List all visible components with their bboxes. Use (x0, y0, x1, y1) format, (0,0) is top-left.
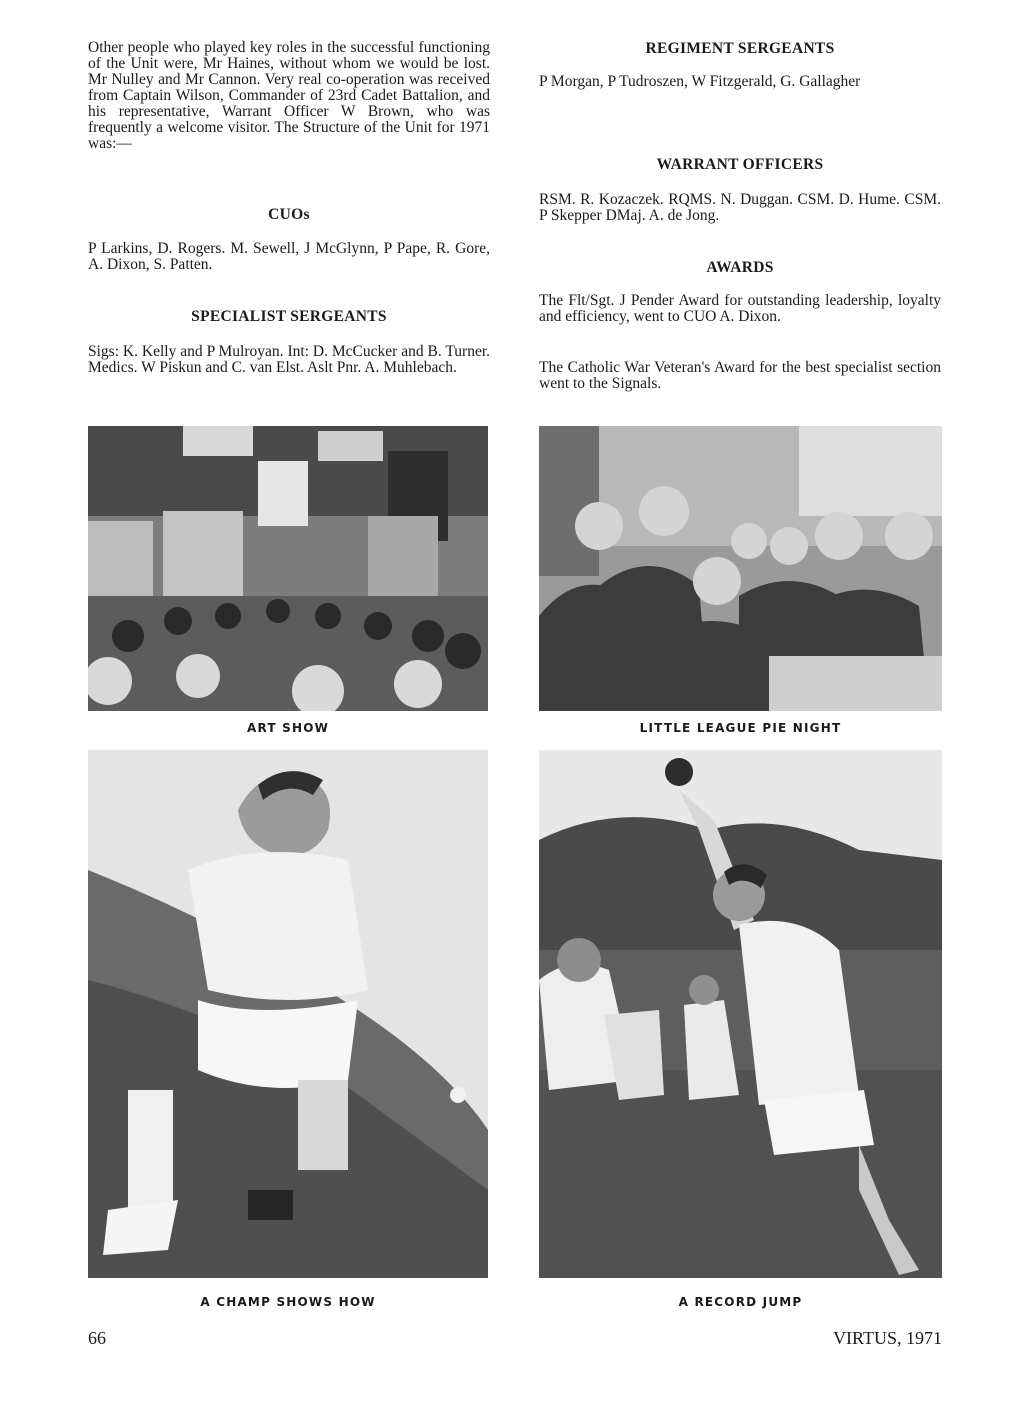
specialist-section (88, 308, 490, 326)
regiment-section (539, 40, 941, 58)
record-jump-photo (539, 750, 942, 1278)
regiment-list: P Morgan, P Tudroszen, W Fitzgerald, G. Gallagher (539, 73, 861, 90)
left-text-column (88, 40, 490, 152)
pie-night-image (539, 426, 942, 711)
specialist-heading: SPECIALIST SERGEANTS (191, 308, 387, 325)
pie-night-photo (539, 426, 942, 711)
record-jump-image (539, 750, 942, 1278)
regiment-text-wrap (539, 74, 941, 90)
regiment-heading: REGIMENT SERGEANTS (645, 40, 835, 57)
champ-image (88, 750, 488, 1278)
publication-footer: VIRTUS, 1971 (833, 1328, 942, 1348)
page-number: 66 (88, 1328, 106, 1348)
specialist-text-wrap (88, 344, 490, 376)
award-paragraph-2: The Catholic War Veteran's Award for the best specialist section went to the Signals. (539, 359, 941, 392)
champ-photo (88, 750, 488, 1278)
awards-section (539, 259, 941, 277)
intro-paragraph: Other people who played key roles in the successful functioning of the Unit were, Mr Haines, without whom we would be lost. Mr Nulley and Mr Cannon. Very real co-operation was received from Captain Wilson, Commander of 23rd Cadet Battalion, and his representative, Warrant Officer W Brown, who was frequently a welcome visitor. The Structure of the Unit for 1971 was:— (88, 39, 490, 152)
art-show-photo (88, 426, 488, 711)
pie-night-caption: LITTLE LEAGUE PIE NIGHT (639, 721, 842, 735)
award-1-wrap (539, 293, 941, 325)
awards-heading: AWARDS (706, 259, 774, 276)
warrant-list: RSM. R. Kozaczek. RQMS. N. Duggan. CSM. D. Hume. CSM. P Skepper DMaj. A. de Jong. (539, 191, 941, 224)
award-2-wrap (539, 360, 941, 392)
cuos-text-wrap (88, 241, 490, 273)
warrant-section (539, 156, 941, 174)
art-show-caption: ART SHOW (246, 721, 330, 735)
specialist-list: Sigs: K. Kelly and P Mulroyan. Int: D. McCucker and B. Turner. Medics. W Piskun and C. van Elst. Aslt Pnr. A. Muhlebach. (88, 343, 490, 376)
cuos-heading: CUOs (268, 206, 310, 223)
champ-caption: A CHAMP SHOWS HOW (200, 1295, 376, 1309)
cuos-section (88, 206, 490, 224)
award-paragraph-1: The Flt/Sgt. J Pender Award for outstanding leadership, loyalty and efficiency, went to CUO A. Dixon. (539, 292, 941, 325)
warrant-text-wrap (539, 192, 941, 224)
warrant-heading: WARRANT OFFICERS (656, 156, 824, 173)
cuos-list: P Larkins, D. Rogers. M. Sewell, J McGlynn, P Pape, R. Gore, A. Dixon, S. Patten. (88, 240, 490, 273)
record-jump-caption: A RECORD JUMP (678, 1295, 803, 1309)
art-show-image (88, 426, 488, 711)
